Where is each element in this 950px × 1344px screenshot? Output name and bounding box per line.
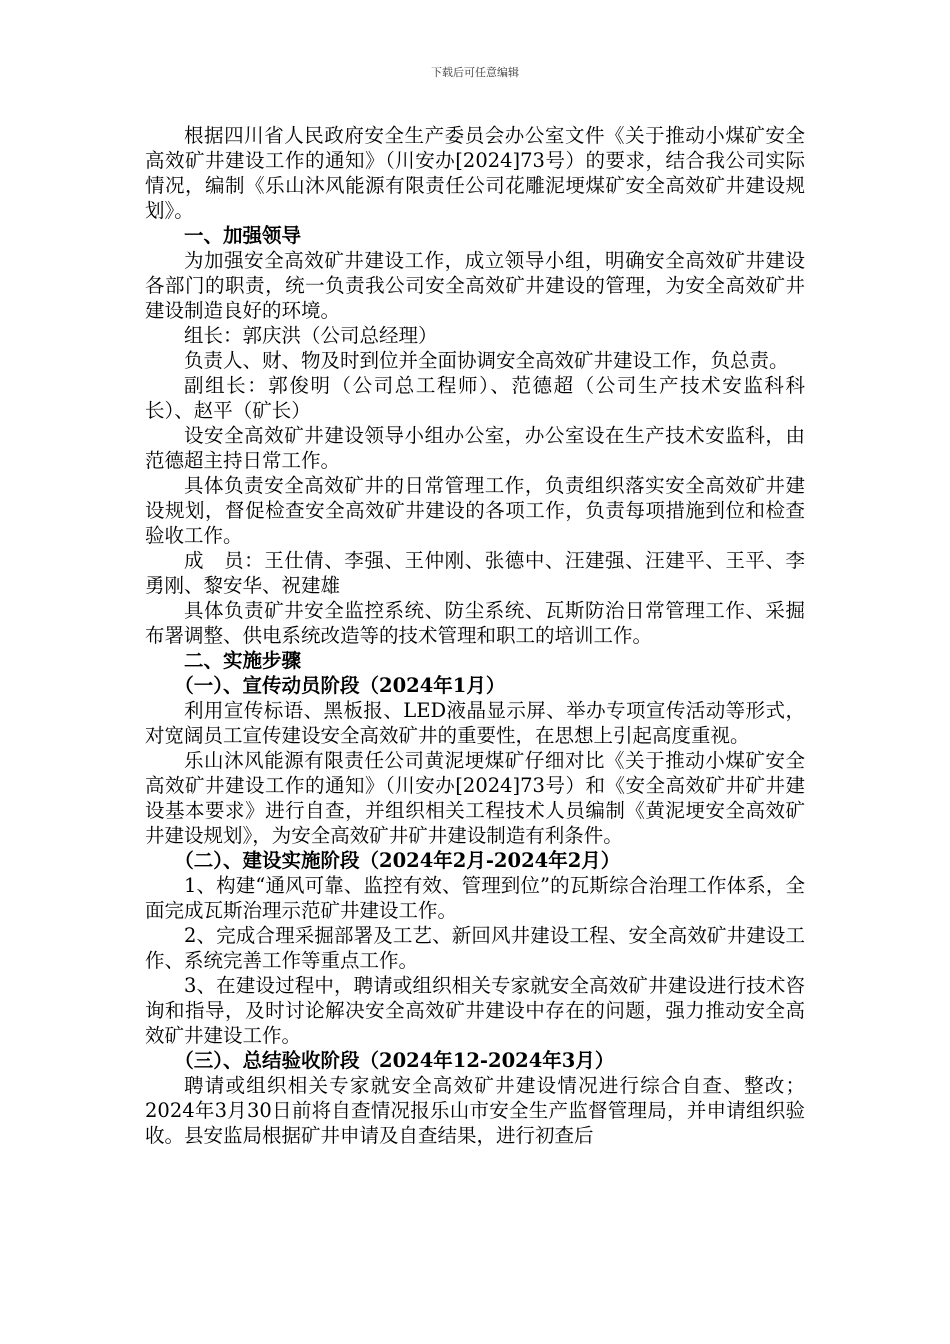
office-duty-paragraph: 具体负责安全高效矿井的日常管理工作，负责组织落实安全高效矿井建设规划，督促检查安全高效矿井建设的各项工作，负责每项措施到位和检查验收工作。 (145, 474, 805, 547)
phase2-item-3: 3、在建设过程中，聘请或组织相关专家就安全高效矿井建设进行技术咨询和指导，及时讨论解决安全高效矿井建设中存在的问题，强力推动安全高效矿井建设工作。 (145, 974, 805, 1047)
document-body (145, 123, 805, 1148)
phase-heading-acceptance: （三）、总结验收阶段（2024年12-2024年3月） (174, 1049, 615, 1072)
members-duty-paragraph: 具体负责矿井安全监控系统、防尘系统、瓦斯防治日常管理工作、采掘布署调整、供电系统改造等的技术管理和职工的培训工作。 (145, 599, 805, 647)
phase1-paragraph-1: 利用宣传标语、黑板报、LED液晶显示屏、举办专项宣传活动等形式，对宽阔员工宣传建设安全高效矿井的重要性，在思想上引起高度重视。 (145, 699, 805, 747)
phase1-paragraph-2: 乐山沐风能源有限责任公司黄泥埂煤矿仔细对比《关于推动小煤矿安全高效矿井建设工作的通知》（川安办[2024]73号）和《安全高效矿井矿井建设基本要求》进行自查，并组织相关工程技术人员编制《黄泥埂安全高效矿井建设规划》，为安全高效矿井矿井建设制造有利条件。 (145, 749, 805, 847)
deputy-leader-line: 副组长：郭俊明（公司总工程师）、范德超（公司生产技术安监科科长）、赵平（矿长） (145, 374, 805, 422)
group-leader-duty: 负责人、财、物及时到位并全面协调安全高效矿井建设工作，负总责。 (184, 349, 789, 372)
phase2-item-2: 2、完成合理采掘部署及工艺、新回风井建设工程、安全高效矿井建设工作、系统完善工作等重点工作。 (145, 924, 805, 972)
intro-paragraph: 根据四川省人民政府安全生产委员会办公室文件《关于推动小煤矿安全高效矿井建设工作的通知》（川安办[2024]73号）的要求，结合我公司实际情况，编制《乐山沐风能源有限责任公司花雕泥埂煤矿安全高效矿井建设规划》。 (145, 124, 805, 222)
page-header-note: 下载后可任意编辑 (431, 66, 519, 79)
office-paragraph: 设安全高效矿井建设领导小组办公室，办公室设在生产技术安监科，由范德超主持日常工作。 (145, 424, 805, 472)
phase2-item-1: 1、构建“通风可靠、监控有效、管理到位”的瓦斯综合治理工作体系，全面完成瓦斯治理示范矿井建设工作。 (145, 874, 805, 922)
leadership-paragraph: 为加强安全高效矿井建设工作，成立领导小组，明确安全高效矿井建设各部门的职责，统一负责我公司安全高效矿井建设的管理，为安全高效矿井建设制造良好的环境。 (145, 249, 805, 322)
members-line: 成 员：王仕倩、李强、王仲刚、张德中、汪建强、汪建平、王平、李勇刚、黎安华、祝建雄 (145, 549, 805, 597)
group-leader-line: 组长：郭庆洪（公司总经理） (184, 324, 438, 347)
section-heading-leadership: 一、加强领导 (184, 224, 302, 247)
phase3-paragraph-1: 聘请或组织相关专家就安全高效矿井建设情况进行综合自查、整改；2024年3月30日前将自查情况报乐山市安全生产监督管理局，并申请组织验收。县安监局根据矿井申请及自查结果，进行初查后 (145, 1074, 805, 1147)
phase-heading-mobilization: （一）、宣传动员阶段（2024年1月） (174, 674, 506, 697)
section-heading-steps: 二、实施步骤 (184, 649, 302, 672)
phase-heading-implementation: （二）、建设实施阶段（2024年2月-2024年2月） (174, 849, 621, 872)
